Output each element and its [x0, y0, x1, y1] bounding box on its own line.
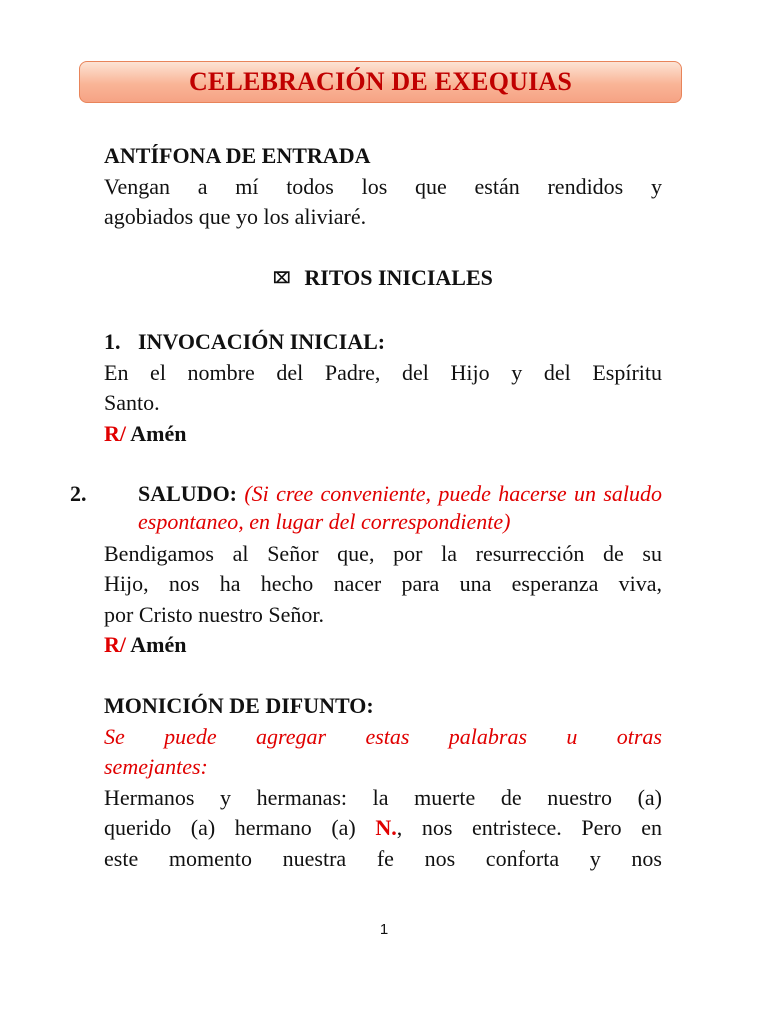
invocacion-number: 1. [104, 329, 121, 354]
saludo-line-2: Hijo, nos ha hecho nacer para una esperanza viva, [104, 571, 662, 596]
invocacion-heading-line [104, 327, 662, 358]
saludo-response [104, 630, 662, 661]
saludo-number: 2. [70, 480, 87, 506]
monicion-line-2-a: querido (a) hermano (a) [104, 815, 356, 840]
response-marker: R/ [104, 632, 126, 657]
monicion-line-3: este momento nuestra fe nos conforta y nos [104, 845, 662, 871]
title-banner [79, 61, 682, 103]
saludo-heading-block [70, 480, 663, 537]
invocacion-line-2: Santo. [104, 390, 160, 415]
response-marker: R/ [104, 420, 126, 446]
monicion-note-line-2: semejantes: [104, 754, 208, 779]
response-text: Amén [130, 632, 187, 657]
monicion-line-2 [104, 813, 662, 844]
ritos-heading-line [104, 263, 662, 297]
saludo-line-1: Bendigamos al Señor que, por la resurrección de su [104, 540, 662, 566]
page-number: 1 [379, 921, 389, 938]
invocacion-heading: INVOCACIÓN INICIAL: [138, 329, 386, 354]
saludo-note: (Si cree conveniente, puede hacerse un saludo espontaneo, en lugar del correspondiente) [138, 480, 663, 534]
document-title: CELEBRACIÓN DE EXEQUIAS [188, 67, 573, 96]
antifona-line-2: agobiados que yo los aliviaré. [104, 204, 367, 229]
invocacion-line-1: En el nombre del Padre, del Hijo y del Espíritu [104, 359, 662, 385]
ritos-heading: RITOS INICIALES [304, 265, 493, 290]
monicion-line-2-b: , nos entristece. Pero en [396, 815, 663, 840]
monicion-note-line-1: Se puede agregar estas palabras u otras [104, 723, 662, 749]
antifona-line-1: Vengan a mí todos los que están rendidos y [104, 173, 662, 199]
invocacion-response [104, 419, 662, 450]
monicion-heading: MONICIÓN DE DIFUNTO: [104, 693, 374, 718]
saludo-heading: SALUDO: [138, 480, 238, 506]
saludo-line-3: por Cristo nuestro Señor. [104, 601, 324, 627]
antifona-heading: ANTÍFONA DE ENTRADA [104, 143, 371, 168]
response-text: Amén [130, 420, 187, 446]
deceased-name-marker: N. [375, 815, 397, 840]
cross-box-icon: ⌧ [273, 271, 291, 287]
document-body [70, 141, 663, 874]
monicion-line-1: Hermanos y hermanas: la muerte de nuestro (a) [104, 784, 662, 810]
